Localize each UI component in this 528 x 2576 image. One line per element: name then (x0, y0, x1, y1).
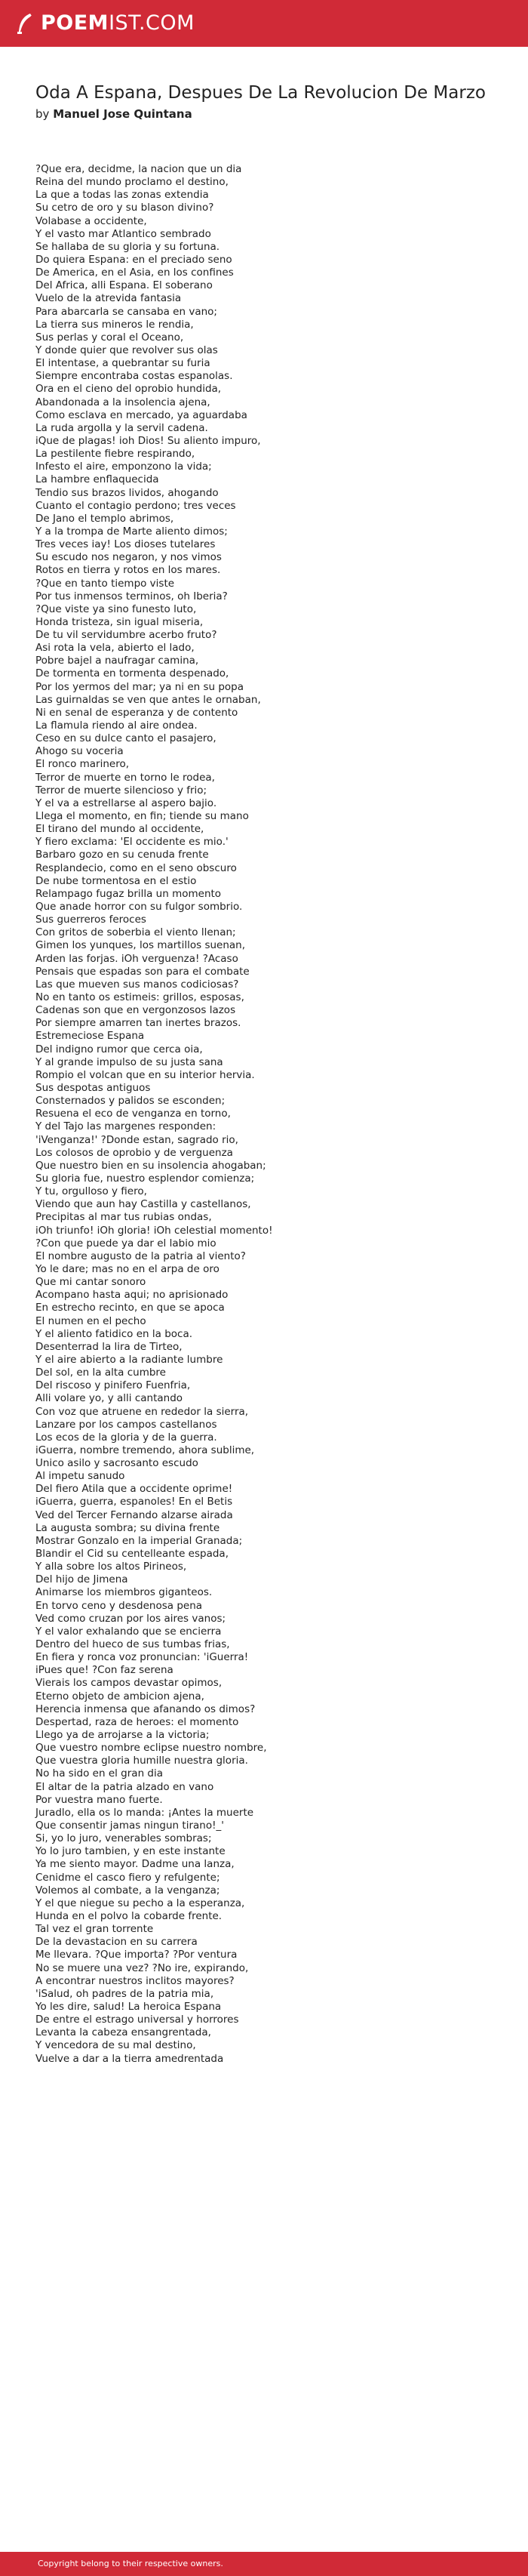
poem-line: Hunda en el polvo la cobarde frente. (35, 1909, 223, 1922)
poem-line: El nombre augusto de la patria al viento? (35, 1249, 246, 1262)
poem-line: iGuerra, guerra, espanoles! En el Betis (35, 1496, 233, 1508)
poem-line: Estremeciose Espana (35, 1030, 145, 1043)
poem-line: De tormenta en tormenta despenado, (35, 667, 229, 680)
poem-line: Y alla sobre los altos Pirineos, (35, 1561, 187, 1573)
poem-line: En torvo ceno y desdenosa pena (35, 1599, 203, 1612)
site-logo[interactable] (15, 8, 195, 39)
poem-line: Siempre encontraba costas espanolas. (35, 370, 233, 383)
poem-line: Del riscoso y pinifero Fuenfria, (35, 1379, 191, 1392)
poem-line: El intentase, a quebrantar su furia (35, 357, 210, 370)
copyright-text: Copyright belong to their respective owners. (38, 2559, 223, 2568)
poem-line: El altar de la patria alzado en vano (35, 1780, 214, 1793)
poem-line: Los colosos de oprobio y de verguenza (35, 1146, 233, 1159)
poem-line: Y al grande impulso de su justa sana (35, 1055, 223, 1068)
poem-line: Con gritos de soberbia el viento llenan; (35, 926, 236, 939)
poem-line: Y tu, orgulloso y fiero, (35, 1185, 147, 1198)
poem-line: Animarse los miembros giganteos. (35, 1586, 213, 1599)
poem-line: En fiera y ronca voz pronuncian: 'iGuerra! (35, 1651, 249, 1664)
poem-line: Y el vasto mar Atlantico sembrado (35, 227, 211, 240)
poem-line: El tirano del mundo al occidente, (35, 823, 204, 836)
poem-line: Que anade horror con su fulgor sombrio. (35, 901, 243, 914)
poem-line: Yo lo juro tambien, y en este instante (35, 1845, 226, 1858)
poem-line: De America, en el Asia, en los confines (35, 267, 234, 279)
poem-line: Vuelve a dar a la tierra amedrentada (35, 2052, 224, 2065)
poem-line: Terror de muerte silencioso y frio; (35, 784, 207, 797)
poem-line: Que vuestra gloria humille nuestra gloria. (35, 1755, 248, 1767)
poem-line: Rotos en tierra y rotos en los mares. (35, 564, 221, 577)
poem-line: Acompano hasta aqui; no aprisionado (35, 1289, 229, 1302)
poem-line: De entre el estrago universal y horrores (35, 2014, 239, 2026)
poem-title: Oda A Espana, Despues De La Revolucion De Marzo (35, 83, 486, 103)
poem-line: Levanta la cabeza ensangrentada, (35, 2026, 211, 2039)
poem-line: Sus guerreros feroces (35, 914, 146, 926)
poem-line: Terror de muerte en torno le rodea, (35, 771, 215, 784)
poem-line: Del indigno rumor que cerca oia, (35, 1043, 203, 1055)
poem-line: Las que mueven sus manos codiciosas? (35, 978, 239, 991)
poem-line: El ronco marinero, (35, 758, 130, 771)
poem-header (35, 80, 496, 122)
poem-line: Sus despotas antiguos (35, 1081, 151, 1094)
site-header (0, 0, 528, 47)
poem-line: Ved del Tercer Fernando alzarse airada (35, 1508, 233, 1521)
poem-line: Yo les dire, salud! La heroica Espana (35, 2000, 222, 2013)
poem-line: Cuanto el contagio perdono; tres veces (35, 499, 236, 512)
poem-line: Y a la trompa de Marte aliento dimos; (35, 525, 228, 538)
poem-line: Su cetro de oro y su blason divino? (35, 202, 214, 214)
poem-line: Arden las forjas. iOh verguenza! ?Acaso (35, 952, 238, 965)
poem-line: Abandonada a la insolencia ajena, (35, 396, 210, 408)
poem-line: Sus perlas y coral el Oceano, (35, 331, 184, 344)
poem-line: Dentro del hueco de sus tumbas frias, (35, 1638, 230, 1651)
poem-line: ?Que viste ya sino funesto luto, (35, 602, 197, 615)
poem-line: Con voz que atruene en rededor la sierra, (35, 1405, 249, 1418)
poem-line: Del sol, en la alta cumbre (35, 1367, 166, 1379)
poem-line: Resuena el eco de venganza en torno, (35, 1108, 231, 1120)
poem-line: Del hijo de Jimena (35, 1573, 128, 1586)
poem-line: Y el va a estrellarse al aspero bajio. (35, 797, 217, 809)
poem-line: Herencia inmensa que afanando os dimos? (35, 1702, 256, 1715)
poem-line: Vuelo de la atrevida fantasia (35, 292, 182, 305)
poem-line: Cenidme el casco fiero y refulgente; (35, 1871, 220, 1884)
poem-line: Ni en senal de esperanza y de contento (35, 706, 238, 719)
poem-line: Por vuestra mano fuerte. (35, 1793, 163, 1806)
poem-line: Como esclava en mercado, ya aguardaba (35, 408, 247, 421)
poem-line: Se hallaba de su gloria y su fortuna. (35, 240, 220, 253)
poem-line: Por tus inmensos terminos, oh Iberia? (35, 590, 228, 602)
site-footer (0, 2552, 528, 2576)
poem-line: Do quiera Espana: en el preciado seno (35, 253, 232, 266)
poem-line: Consternados y palidos se esconden; (35, 1095, 226, 1108)
poem-line: Relampago fugaz brilla un momento (35, 887, 222, 900)
poem-line: iOh triunfo! iOh gloria! iOh celestial momento! (35, 1224, 273, 1237)
poem-line: Cadenas son que en vergonzosos lazos (35, 1004, 236, 1017)
poem-line: La augusta sombra; su divina frente (35, 1521, 220, 1534)
poem-line: Ved como cruzan por los aires vanos; (35, 1612, 226, 1625)
by-label: by (35, 107, 50, 121)
poem-line: Barbaro gozo en su cenuda frente (35, 849, 209, 861)
poem-line: La que a todas las zonas extendia (35, 189, 209, 202)
poem-line: Pensais que espadas son para el combate (35, 965, 250, 978)
poem-line: Para abarcarla se cansaba en vano; (35, 305, 217, 318)
poem-line: Y el aire abierto a la radiante lumbre (35, 1353, 223, 1366)
poem-line: Del Africa, alli Espana. El soberano (35, 279, 213, 292)
poem-line: iQue de plagas! ioh Dios! Su aliento impuro, (35, 434, 261, 447)
poem-line: La hambre enflaquecida (35, 473, 159, 486)
poem-line: La flamula riendo al aire ondea. (35, 719, 198, 732)
poem-line: Viendo que aun hay Castilla y castellanos, (35, 1198, 251, 1211)
poem-line: En estrecho recinto, en que se apoca (35, 1302, 225, 1314)
poem-line: Que mi cantar sonoro (35, 1276, 146, 1289)
poem-line: De tu vil servidumbre acerbo fruto? (35, 629, 217, 642)
poem-line: De Jano el templo abrimos, (35, 512, 174, 525)
logo-text (41, 8, 195, 39)
poem-line: Gimen los yunques, los martillos suenan, (35, 939, 246, 952)
poem-line: A encontrar nuestros inclitos mayores? (35, 1974, 235, 1987)
poem-line: Y del Tajo las margenes responden: (35, 1120, 216, 1133)
poem-line: Vierais los campos devastar opimos, (35, 1677, 223, 1690)
poem-line: Y donde quier que revolver sus olas (35, 344, 218, 356)
poem-line: Blandir el Cid su centelleante espada, (35, 1548, 229, 1561)
poem-line: Su escudo nos negaron, y nos vimos (35, 551, 222, 564)
poem-line: Llego ya de arrojarse a la victoria; (35, 1729, 210, 1742)
poem-line: Tendio sus brazos lividos, ahogando (35, 486, 219, 499)
poem-line: Yo le dare; mas no en el arpa de oro (35, 1262, 219, 1275)
poem-line: Y el valor exhalando que se encierra (35, 1625, 222, 1638)
poem-line: Y fiero exclama: 'El occidente es mio.' (35, 836, 229, 849)
poem-line: Su gloria fue, nuestro esplendor comienza; (35, 1172, 255, 1185)
poem-body (35, 163, 496, 2066)
poem-line: Asi rota la vela, abierto el lado, (35, 642, 195, 655)
poem-line: Desenterrad la lira de Tirteo, (35, 1340, 183, 1353)
poem-line: El numen en el pecho (35, 1314, 146, 1327)
poem-line: Honda tristeza, sin igual miseria, (35, 615, 204, 628)
poem-line: De nube tormentosa en el estio (35, 874, 197, 887)
poem-line: ?Que en tanto tiempo viste (35, 577, 175, 590)
poem-line: Infesto el aire, emponzono la vida; (35, 461, 212, 473)
poem-line: Que nuestro bien en su insolencia ahogaban; (35, 1159, 266, 1172)
poem-line: Ahogo su voceria (35, 745, 124, 758)
poem-line: 'iSalud, oh padres de la patria mia, (35, 1987, 214, 2000)
poem-line: La ruda argolla y la servil cadena. (35, 421, 208, 434)
poem-line: Por los yermos del mar; ya ni en su popa (35, 680, 244, 693)
poem-line: Y el que niegue su pecho a la esperanza, (35, 1897, 245, 1909)
poem-line: iGuerra, nombre tremendo, ahora sublime, (35, 1444, 255, 1456)
quill-icon (15, 12, 35, 35)
poem-line: Despertad, raza de heroes: el momento (35, 1715, 239, 1728)
poem-line: Al impetu sanudo (35, 1470, 125, 1483)
poem-line: Eterno objeto de ambicion ajena, (35, 1690, 204, 1702)
poem-line: De la devastacion en su carrera (35, 1936, 198, 1949)
poem-line: Alli volare yo, y alli cantando (35, 1392, 183, 1405)
poem-line: Reina del mundo proclamo el destino, (35, 176, 229, 189)
poem-line: ?Con que puede ya dar el labio mio (35, 1237, 216, 1249)
poem-line: La tierra sus mineros le rendia, (35, 318, 194, 331)
poem-line: Si, yo lo juro, venerables sombras; (35, 1832, 212, 1845)
poem-line: Unico asilo y sacrosanto escudo (35, 1457, 198, 1470)
poem-line: Tres veces iay! Los dioses tutelares (35, 538, 216, 551)
poem-line: No en tanto os estimeis: grillos, esposas, (35, 991, 244, 1003)
poem-line: Resplandecio, como en el seno obscuro (35, 861, 237, 874)
poem-line: Me llevara. ?Que importa? ?Por ventura (35, 1949, 238, 1961)
poem-line: Tal vez el gran torrente (35, 1923, 154, 1936)
poem-line: Ora en el cieno del oprobio hundida, (35, 383, 222, 396)
poem-line: Llega el momento, en fin; tiende su mano (35, 810, 249, 823)
poem-line: Precipitas al mar tus rubias ondas, (35, 1211, 212, 1224)
poem-line: La pestilente fiebre respirando, (35, 448, 195, 461)
logo-bold-text: POEM (41, 11, 109, 35)
poem-line: Rompio el volcan que en su interior hervia. (35, 1068, 255, 1081)
author-name[interactable]: Manuel Jose Quintana (53, 107, 192, 121)
byline (35, 106, 496, 122)
poem-line: Pobre bajel a naufragar camina, (35, 655, 199, 667)
poem-line: iPues que! ?Con faz serena (35, 1664, 173, 1677)
poem-line: Volemos al combate, a la venganza; (35, 1884, 220, 1897)
poem-line: Y el aliento fatidico en la boca. (35, 1327, 193, 1340)
poem-line: Que consentir jamas ningun tirano!_' (35, 1820, 224, 1832)
poem-line: Ya me siento mayor. Dadme una lanza, (35, 1858, 235, 1871)
poem-line: Volabase a occidente, (35, 214, 147, 227)
poem-line: No ha sido en el gran dia (35, 1767, 164, 1780)
poem-line: 'iVenganza!' ?Donde estan, sagrado rio, (35, 1133, 238, 1146)
poem-line: Ceso en su dulce canto el pasajero, (35, 732, 216, 745)
poem-line: Por siempre amarren tan inertes brazos. (35, 1017, 241, 1030)
poem-line: Juradlo, ella os lo manda: ¡Antes la muerte (35, 1806, 254, 1819)
poem-line: No se muere una vez? ?No ire, expirando, (35, 1961, 249, 1974)
poem-line: Y vencedora de su mal destino, (35, 2039, 196, 2052)
poem-line: Los ecos de la gloria y de la guerra. (35, 1431, 217, 1444)
poem-line: Que vuestro nombre eclipse nuestro nombre, (35, 1742, 267, 1755)
poem-line: ?Que era, decidme, la nacion que un dia (35, 163, 242, 175)
logo-light-text: IST.COM (109, 11, 195, 35)
poem-line: Del fiero Atila que a occidente oprime! (35, 1483, 233, 1496)
poem-line: Las guirnaldas se ven que antes le ornaban, (35, 693, 261, 706)
poem-line: Lanzare por los campos castellanos (35, 1418, 217, 1431)
poem-line: Mostrar Gonzalo en la imperial Granada; (35, 1534, 243, 1547)
